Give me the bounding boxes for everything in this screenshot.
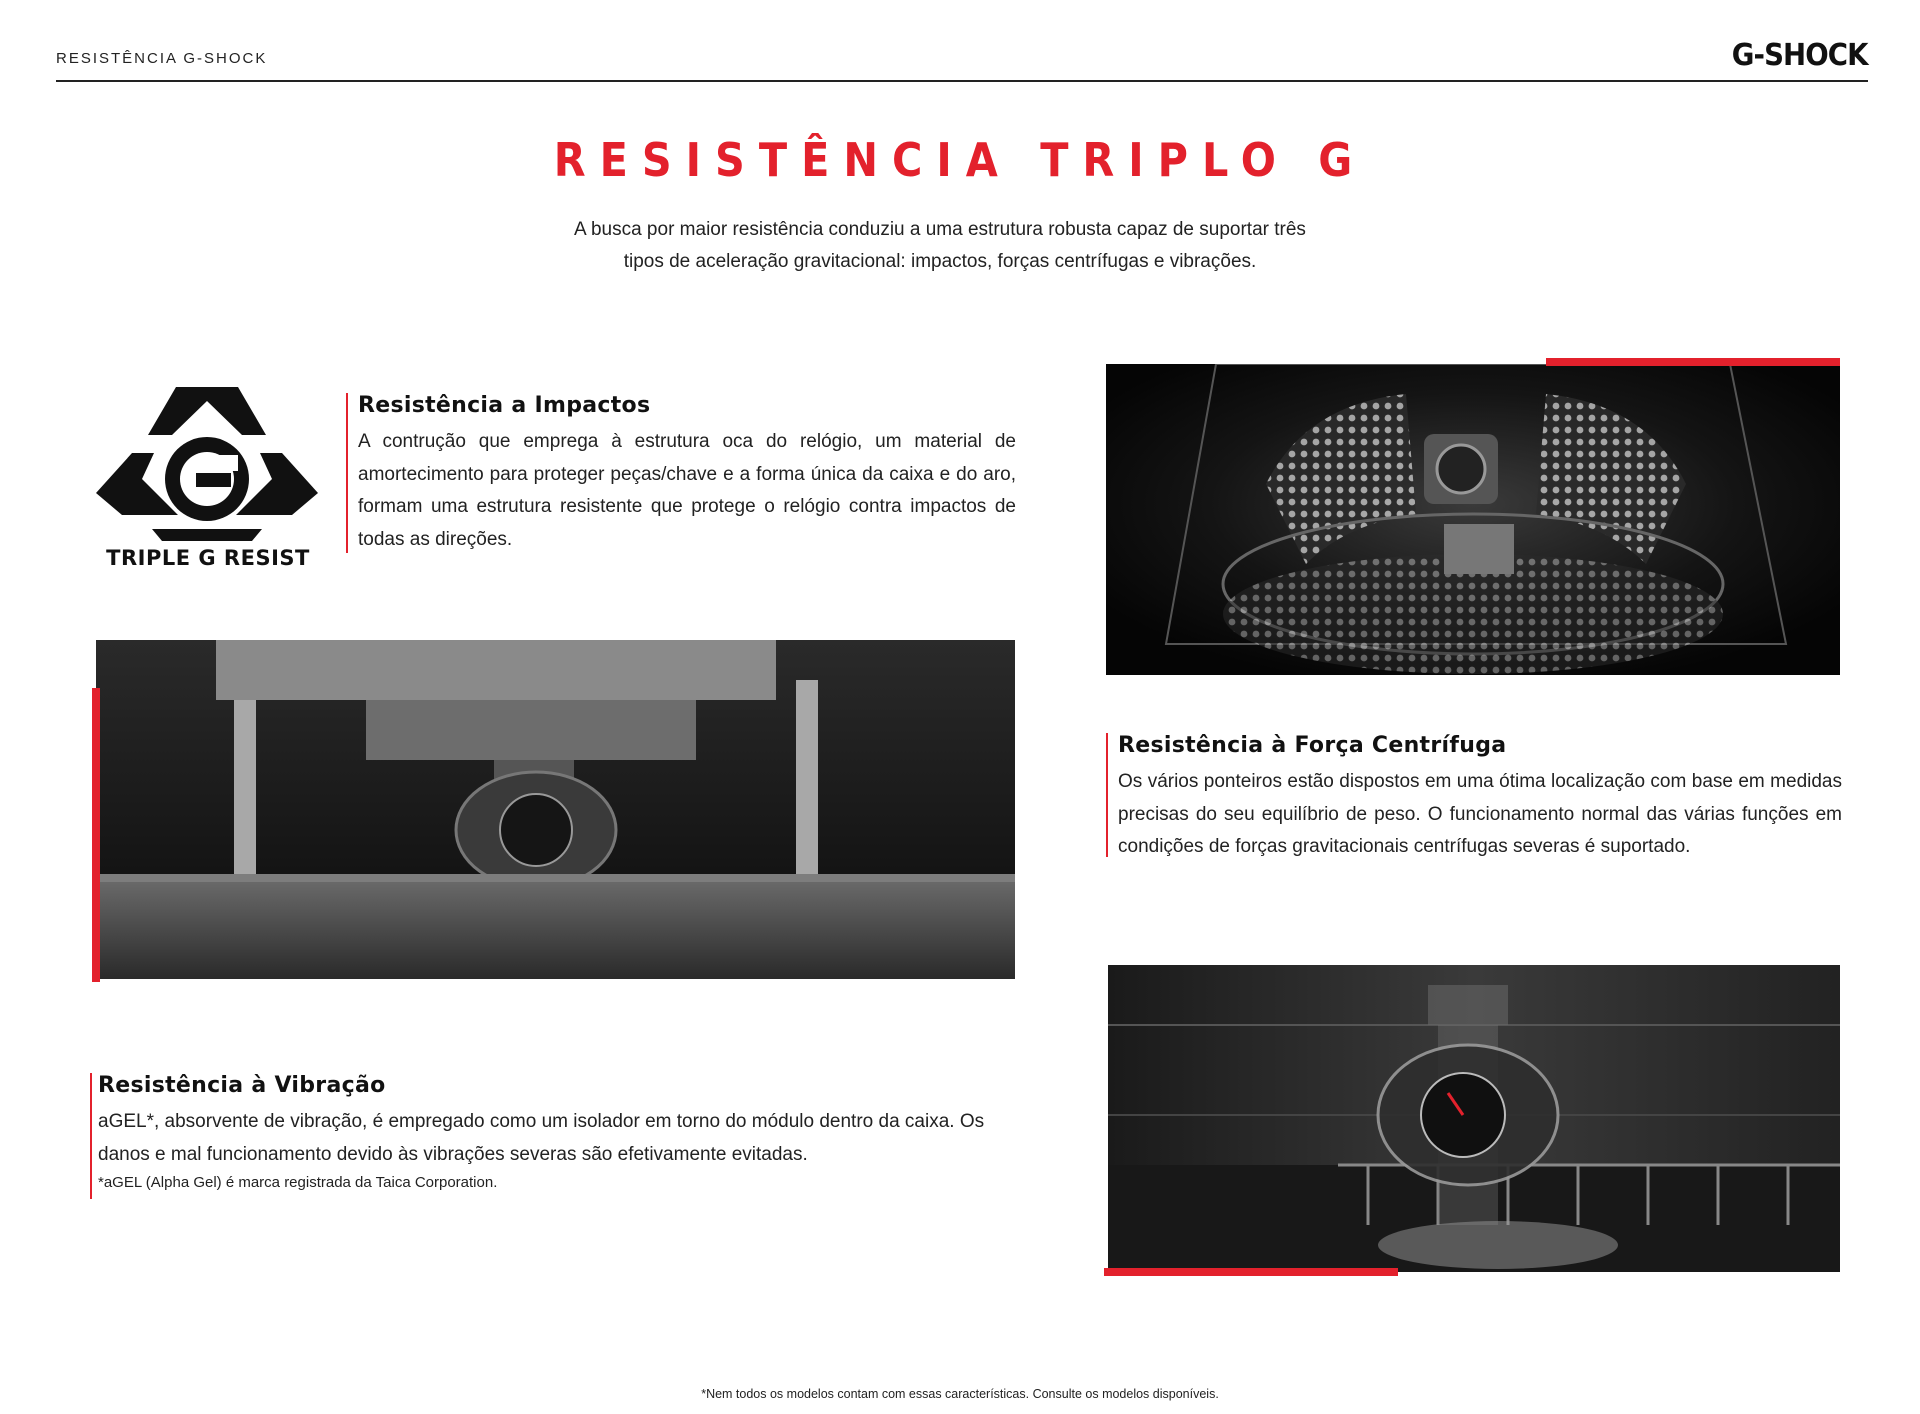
vibration-title: Resistência à Vibração: [98, 1073, 386, 1098]
vibration-section: [90, 1073, 1026, 1195]
impact-test-photo: [96, 640, 1015, 979]
vibration-note: *aGEL (Alpha Gel) é marca registrada da Taica Corporation.: [98, 1174, 498, 1191]
impact-section: [346, 393, 1016, 556]
intro-line-1: A busca por maior resistência conduziu a uma estrutura robusta capaz de suportar três: [574, 219, 1306, 240]
impact-accent-bar: [346, 393, 348, 553]
centrifugal-title: Resistência à Força Centrífuga: [1118, 733, 1507, 758]
intro-text: [540, 214, 1340, 278]
g-shock-logo: G-SHOCK: [1732, 38, 1868, 73]
vibration-accent-bar: [90, 1073, 92, 1199]
impact-body: A contrução que emprega à estrutura oca do relógio, um material de amortecimento para proteger peças/chave e a forma única da caixa e do aro, formam uma estrutura resistente que protege o relógio contra impactos de todas as direções.: [358, 431, 1016, 550]
centrifugal-section: [1106, 733, 1842, 864]
header-label: RESISTÊNCIA G-SHOCK: [56, 50, 268, 67]
intro-line-2: tipos de aceleração gravitacional: impactos, forças centrífugas e vibrações.: [623, 251, 1257, 272]
footnote: *Nem todos os modelos contam com essas características. Consulte os modelos disponíveis.: [701, 1387, 1219, 1401]
centrifugal-body: Os vários ponteiros estão dispostos em uma ótima localização com base em medidas precisas do seu equilíbrio de peso. O funcionamento normal das várias funções em condições de forças gravitacionais centrífugas severas é suportado.: [1118, 771, 1842, 857]
triple-g-resist-caption: TRIPLE G RESIST: [106, 546, 310, 570]
centrifuge-photo-accent: [1546, 358, 1840, 366]
impact-photo-accent: [92, 688, 100, 982]
page-title: RESISTÊNCIA TRIPLO G: [553, 133, 1367, 187]
vibration-photo-accent: [1104, 1268, 1398, 1276]
header-divider: [56, 80, 1868, 82]
vibration-body: aGEL*, absorvente de vibração, é empregado como um isolador em torno do módulo dentro da caixa. Os danos e mal funcionamento devido às vibrações severas são efetivamente evitadas.: [98, 1111, 985, 1165]
centrifugal-accent-bar: [1106, 733, 1108, 857]
triple-g-resist-icon: [92, 383, 322, 573]
centrifuge-test-photo: [1106, 364, 1840, 675]
vibration-test-photo: [1108, 965, 1840, 1272]
impact-title: Resistência a Impactos: [358, 393, 651, 418]
